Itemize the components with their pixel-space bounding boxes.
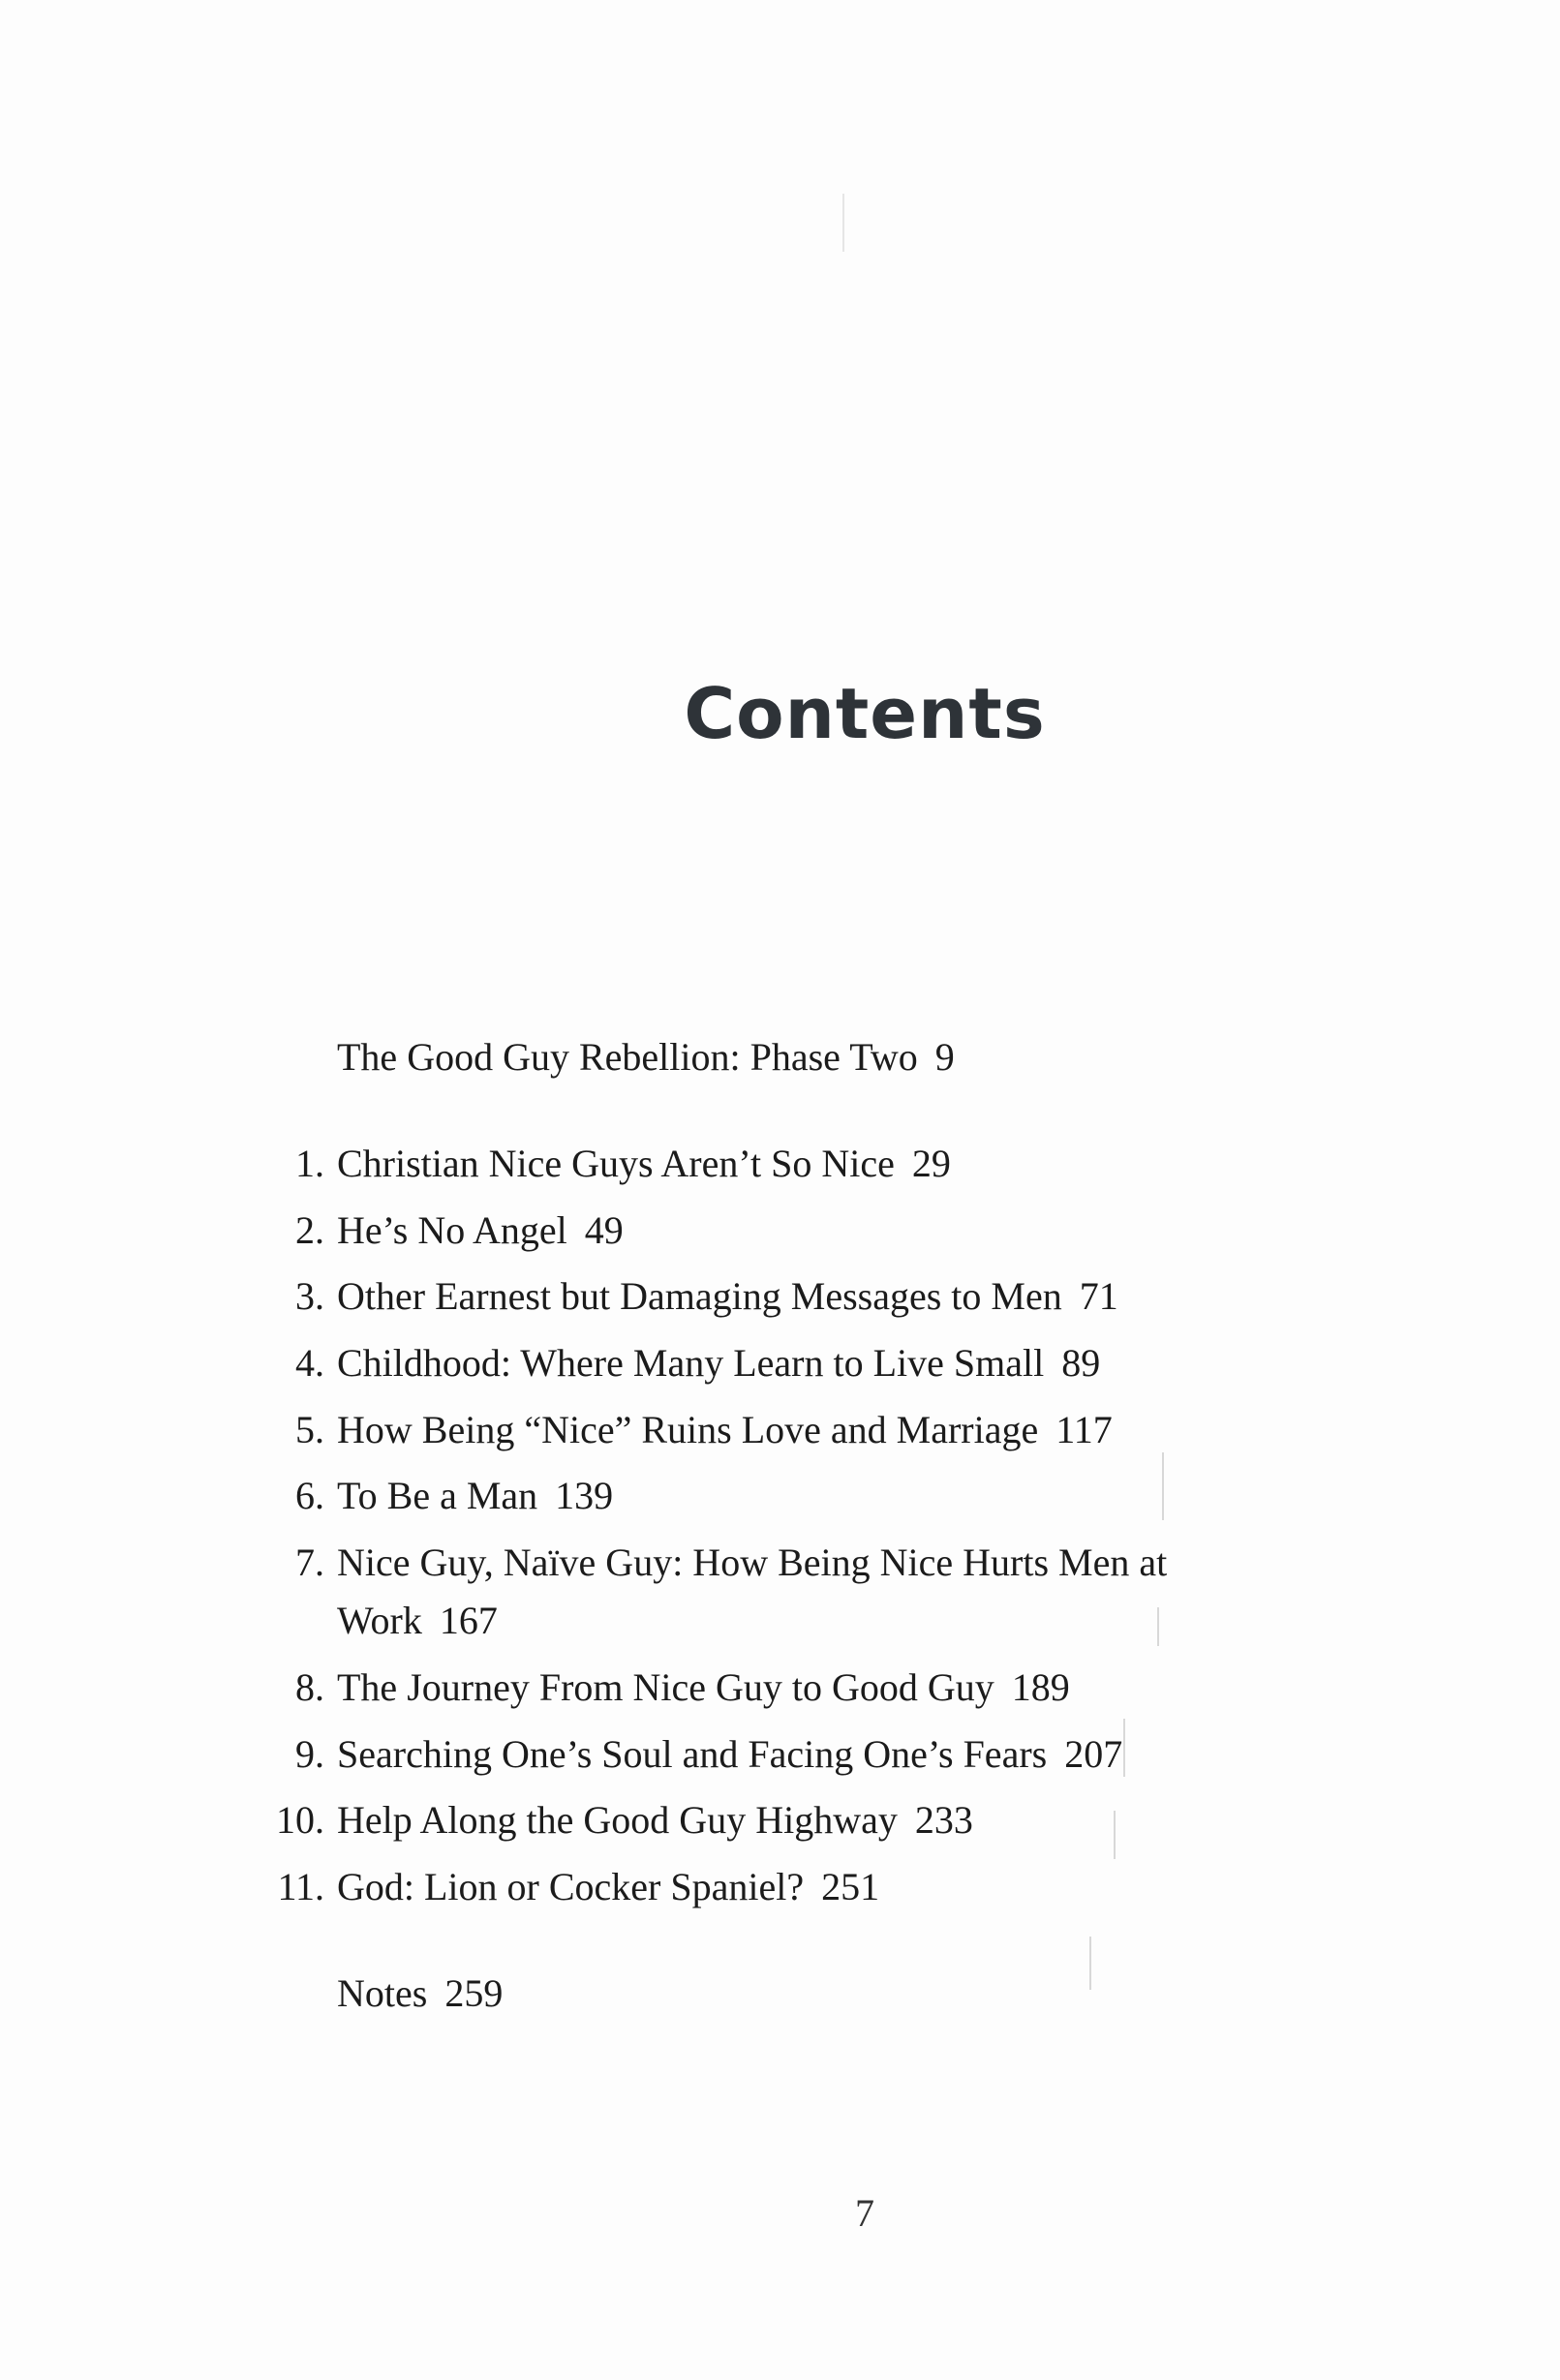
toc-entry-chapter-7-continued: [0, 1598, 1560, 1644]
chapter-number: 10.: [276, 1798, 324, 1842]
toc-entry-text: [337, 1797, 973, 1844]
chapter-number: 4.: [295, 1341, 324, 1385]
toc-entry-chapter-10: [0, 1797, 1560, 1844]
toc-entry-text: [337, 1970, 503, 2017]
toc-entry-chapter-11: [0, 1864, 1560, 1910]
toc-entry-chapter-6: [0, 1473, 1560, 1519]
toc-entry-chapter-4: [0, 1340, 1560, 1387]
toc-entry-text: [337, 1034, 955, 1081]
page-number: 7: [855, 2191, 874, 2235]
chapter-number: 5.: [295, 1408, 324, 1451]
chapter-page: 139: [555, 1474, 614, 1517]
scan-mark: [1162, 1452, 1164, 1520]
scan-mark: [842, 194, 844, 252]
toc-entry-text: [337, 1141, 951, 1187]
toc-entry-back-matter: [0, 1970, 1560, 2017]
chapter-title: To Be a Man: [337, 1474, 538, 1517]
chapter-page: 189: [1011, 1665, 1070, 1709]
chapter-title: Help Along the Good Guy Highway: [337, 1798, 898, 1842]
chapter-title: Other Earnest but Damaging Messages to Men: [337, 1274, 1062, 1318]
chapter-page: 49: [584, 1208, 624, 1252]
chapter-number: 6.: [295, 1474, 324, 1517]
chapter-title: Nice Guy, Naïve Guy: How Being Nice Hurts Men at: [337, 1541, 1168, 1584]
toc-entry-text: [337, 1407, 1113, 1453]
scan-mark: [1157, 1607, 1159, 1646]
scan-mark: [1089, 1937, 1091, 1990]
contents-heading: Contents: [684, 673, 1046, 754]
chapter-page: 207: [1064, 1732, 1123, 1776]
toc-entry-text: [337, 1731, 1122, 1778]
toc-entry-page: 9: [934, 1035, 955, 1079]
chapter-number: 3.: [295, 1274, 324, 1318]
toc-entry-chapter-2: [0, 1207, 1560, 1254]
toc-entry-front-matter: [0, 1034, 1560, 1081]
chapter-title-continued: Work: [337, 1599, 422, 1642]
toc-entry-page: 259: [444, 1971, 504, 2015]
chapter-title: How Being “Nice” Ruins Love and Marriage: [337, 1408, 1039, 1451]
toc-entry-chapter-9: [0, 1731, 1560, 1778]
chapter-number: 7.: [295, 1541, 324, 1584]
chapter-page: 251: [821, 1865, 880, 1908]
chapter-page: 71: [1079, 1274, 1118, 1318]
toc-entry-text: [337, 1340, 1100, 1387]
toc-entry-chapter-8: [0, 1664, 1560, 1711]
chapter-title: He’s No Angel: [337, 1208, 567, 1252]
chapter-page: 117: [1055, 1408, 1113, 1451]
chapter-title: The Journey From Nice Guy to Good Guy: [337, 1665, 994, 1709]
toc-entry-chapter-1: [0, 1141, 1560, 1187]
chapter-page: 89: [1061, 1341, 1101, 1385]
chapter-number: 8.: [295, 1665, 324, 1709]
toc-entry-text: [337, 1598, 498, 1644]
toc-entry-text: [337, 1473, 613, 1519]
chapter-title: Childhood: Where Many Learn to Live Small: [337, 1341, 1045, 1385]
toc-entry-chapter-5: [0, 1407, 1560, 1453]
chapter-title: Searching One’s Soul and Facing One’s Fears: [337, 1732, 1048, 1776]
chapter-page: 233: [914, 1798, 973, 1842]
toc-entry-text: [337, 1664, 1070, 1711]
chapter-page: 29: [911, 1142, 951, 1185]
scan-mark: [1123, 1719, 1125, 1777]
chapter-number: 11.: [277, 1865, 324, 1908]
chapter-title: Christian Nice Guys Aren’t So Nice: [337, 1142, 895, 1185]
toc-entry-text: [337, 1864, 879, 1910]
chapter-number: 2.: [295, 1208, 324, 1252]
toc-entry-text: [337, 1207, 624, 1254]
chapter-number: 1.: [295, 1142, 324, 1185]
toc-entry-chapter-3: [0, 1273, 1560, 1320]
toc-entry-text: [337, 1273, 1118, 1320]
chapter-number: 9.: [295, 1732, 324, 1776]
scan-mark: [1114, 1811, 1116, 1859]
toc-entry-title: The Good Guy Rebellion: Phase Two: [337, 1035, 918, 1079]
toc-entry-chapter-7: [0, 1540, 1560, 1586]
chapter-page: 167: [439, 1599, 498, 1642]
chapter-title: God: Lion or Cocker Spaniel?: [337, 1865, 805, 1908]
toc-entry-title: Notes: [337, 1971, 428, 2015]
